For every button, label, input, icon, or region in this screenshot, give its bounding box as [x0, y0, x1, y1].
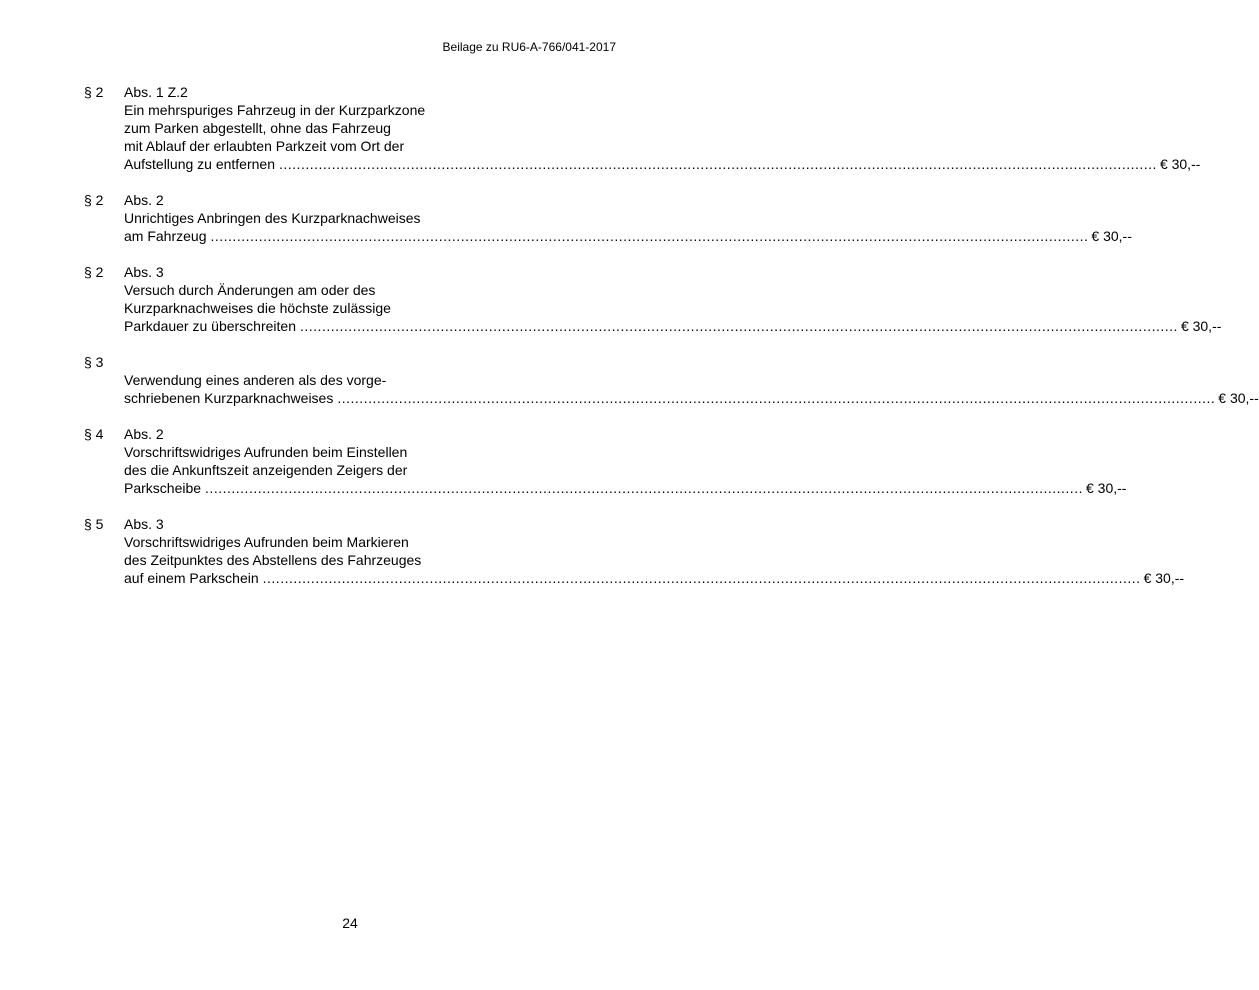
page-number: 24: [342, 915, 358, 931]
description-last-line: [124, 479, 1127, 497]
entry-body: [124, 263, 1222, 335]
description-last-line: [124, 227, 1132, 245]
description-line: Vorschriftswidriges Aufrunden beim Einstellen: [124, 444, 408, 460]
description-line: Parkdauer zu überschreiten: [124, 318, 296, 334]
dot-leader: ........................................................................................................................................................................................................: [205, 480, 1083, 496]
description-last-line: [124, 389, 1259, 407]
entry-body: [124, 425, 1127, 497]
description-last-line: [124, 317, 1222, 335]
entry-body: [124, 515, 1185, 587]
description-line: Aufstellung zu entfernen: [124, 156, 275, 172]
penalty-entry: [84, 353, 1259, 407]
description-last-line: [124, 155, 1201, 173]
description-last-line: [124, 569, 1185, 587]
subsection-label: Abs. 3: [124, 264, 164, 280]
fine-amount: € 30,--: [1085, 480, 1127, 496]
description-line: zum Parken abgestellt, ohne das Fahrzeug: [124, 120, 391, 136]
fine-amount: € 30,--: [1218, 390, 1259, 406]
dot-leader: ........................................................................................................................................................................................................: [262, 570, 1141, 586]
penalty-entry: [84, 515, 1185, 587]
penalty-entry: [84, 83, 1201, 173]
paragraph-number: § 2: [84, 192, 104, 208]
dot-leader: ........................................................................................................................................................................................................: [300, 318, 1178, 334]
dot-leader: ........................................................................................................................................................................................................: [337, 390, 1216, 406]
empty-subsection-line: [124, 353, 564, 371]
description-line: Versuch durch Änderungen am oder des: [124, 282, 376, 298]
paragraph-number: § 4: [84, 426, 104, 442]
fine-amount: € 30,--: [1091, 228, 1132, 244]
description-line: des Zeitpunktes des Abstellens des Fahrzeuges: [124, 552, 422, 568]
dot-leader: ........................................................................................................................................................................................................: [279, 156, 1157, 172]
subsection-label: Abs. 1 Z.2: [124, 84, 188, 100]
description-line: Unrichtiges Anbringen des Kurzparknachweises: [124, 210, 421, 226]
description-line: am Fahrzeug: [124, 228, 207, 244]
paragraph-number: § 2: [84, 84, 104, 100]
document-reference: Beilage zu RU6-A-766/041-2017: [442, 40, 616, 54]
paragraph-number: § 3: [84, 354, 104, 370]
description-line: mit Ablauf der erlaubten Parkzeit vom Ort der: [124, 138, 405, 154]
description-line: Parkscheibe: [124, 480, 202, 496]
paragraph-number: § 2: [84, 264, 104, 280]
description-line: auf einem Parkschein: [124, 570, 259, 586]
entry-body: [124, 191, 1132, 245]
paragraph-number: § 5: [84, 516, 104, 532]
dot-leader: ........................................................................................................................................................................................................: [210, 228, 1089, 244]
entry-body: [124, 353, 1259, 407]
description-line: Verwendung eines anderen als des vorge-: [124, 372, 387, 388]
fine-amount: € 30,--: [1159, 156, 1201, 172]
penalty-list: [84, 83, 1259, 605]
penalty-entry: [84, 191, 1132, 245]
description-line: Vorschriftswidriges Aufrunden beim Markieren: [124, 534, 409, 550]
description-line: schriebenen Kurzparknachweises: [124, 390, 334, 406]
subsection-label: Abs. 2: [124, 426, 164, 442]
description-line: des die Ankunftszeit anzeigenden Zeigers der: [124, 462, 408, 478]
subsection-label: Abs. 2: [124, 192, 164, 208]
fine-amount: € 30,--: [1180, 318, 1222, 334]
entry-body: [124, 83, 1201, 173]
description-line: Kurzparknachweises die höchste zulässige: [124, 300, 391, 316]
penalty-entry: [84, 263, 1222, 335]
penalty-entry: [84, 425, 1127, 497]
description-line: Ein mehrspuriges Fahrzeug in der Kurzparkzone: [124, 102, 426, 118]
subsection-label: Abs. 3: [124, 516, 164, 532]
fine-amount: € 30,--: [1143, 570, 1185, 586]
